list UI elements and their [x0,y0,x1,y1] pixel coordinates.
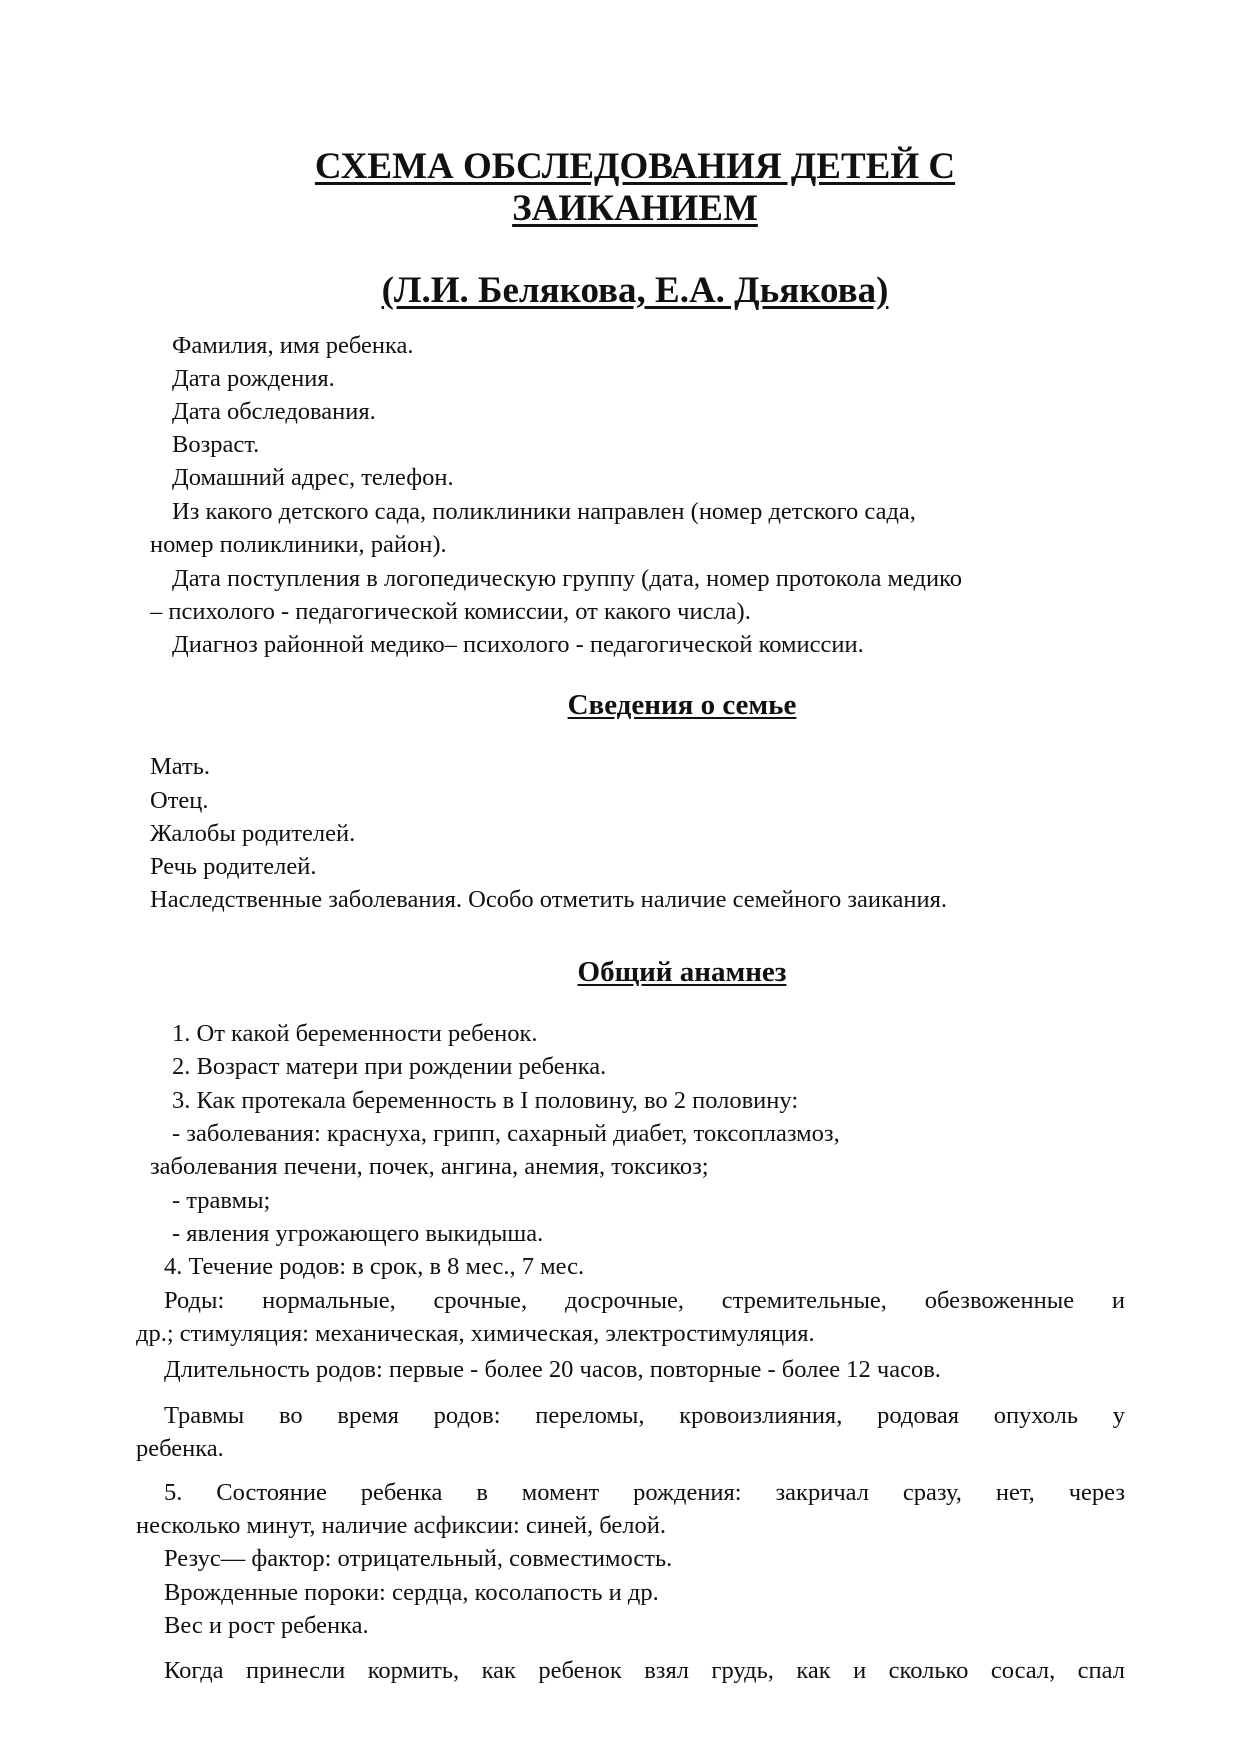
anamnesis-line: Роды: нормальные, срочные, досрочные, стремительные, обезвоженные и [164,1287,1125,1314]
intro-line: Дата поступления в логопедическую группу (дата, номер протокола медико [172,565,963,592]
anamnesis-line: ребенка. [136,1435,224,1462]
document-title-line-2: ЗАИКАНИЕМ [512,188,758,229]
document-authors: (Л.И. Белякова, Е.А. Дьякова) [381,270,889,311]
anamnesis-line: - явления угрожающего выкидыша. [172,1220,544,1247]
intro-line: Дата обследования. [172,398,376,425]
intro-line: Дата рождения. [172,365,335,392]
intro-line: – психолого - педагогической комиссии, от какого числа). [150,598,751,625]
anamnesis-section-heading: Общий анамнез [577,956,787,988]
anamnesis-line: Длительность родов: первые - более 20 часов, повторные - более 12 часов. [164,1356,941,1383]
intro-line: Диагноз районной медико– психолого - педагогической комиссии. [172,631,864,658]
family-line: Речь родителей. [150,853,317,880]
document-title-line-1: СХЕМА ОБСЛЕДОВАНИЯ ДЕТЕЙ С [314,146,956,187]
family-line: Отец. [150,787,209,814]
anamnesis-line: 3. Как протекала беременность в I половину, во 2 половину: [172,1087,799,1114]
intro-line: Фамилия, имя ребенка. [172,332,414,359]
intro-line: Домашний адрес, телефон. [172,464,454,491]
anamnesis-line: Травмы во время родов: переломы, кровоизлияния, родовая опухоль у [164,1402,1125,1429]
anamnesis-line: др.; стимуляция: механическая, химическая, электростимуляция. [136,1320,815,1347]
intro-line: номер поликлиники, район). [150,531,447,558]
anamnesis-line: 1. От какой беременности ребенок. [172,1020,538,1047]
anamnesis-line: Врожденные пороки: сердца, косолапость и др. [164,1579,659,1606]
anamnesis-line: 4. Течение родов: в срок, в 8 мес., 7 мес. [164,1253,585,1280]
anamnesis-line: 2. Возраст матери при рождении ребенка. [172,1053,607,1080]
anamnesis-line: - травмы; [172,1187,271,1214]
intro-line: Из какого детского сада, поликлиники направлен (номер детского сада, [172,498,916,525]
anamnesis-line: Резус— фактор: отрицательный, совместимость. [164,1545,673,1572]
anamnesis-line: заболевания печени, почек, ангина, анемия, токсикоз; [150,1153,709,1180]
family-line: Мать. [150,753,211,780]
anamnesis-line: несколько минут, наличие асфиксии: синей, белой. [136,1512,666,1539]
anamnesis-line: Вес и рост ребенка. [164,1612,369,1639]
anamnesis-line: Когда принесли кормить, как ребенок взял грудь, как и сколько сосал, спал [164,1657,1125,1684]
family-section-heading: Сведения о семье [567,689,797,721]
family-line: Наследственные заболевания. Особо отметить наличие семейного заикания. [150,886,948,913]
intro-line: Возраст. [172,431,260,458]
anamnesis-line: - заболевания: краснуха, грипп, сахарный диабет, токсоплазмоз, [172,1120,840,1147]
anamnesis-line: 5. Состояние ребенка в момент рождения: закричал сразу, нет, через [164,1479,1125,1506]
family-line: Жалобы родителей. [150,820,356,847]
